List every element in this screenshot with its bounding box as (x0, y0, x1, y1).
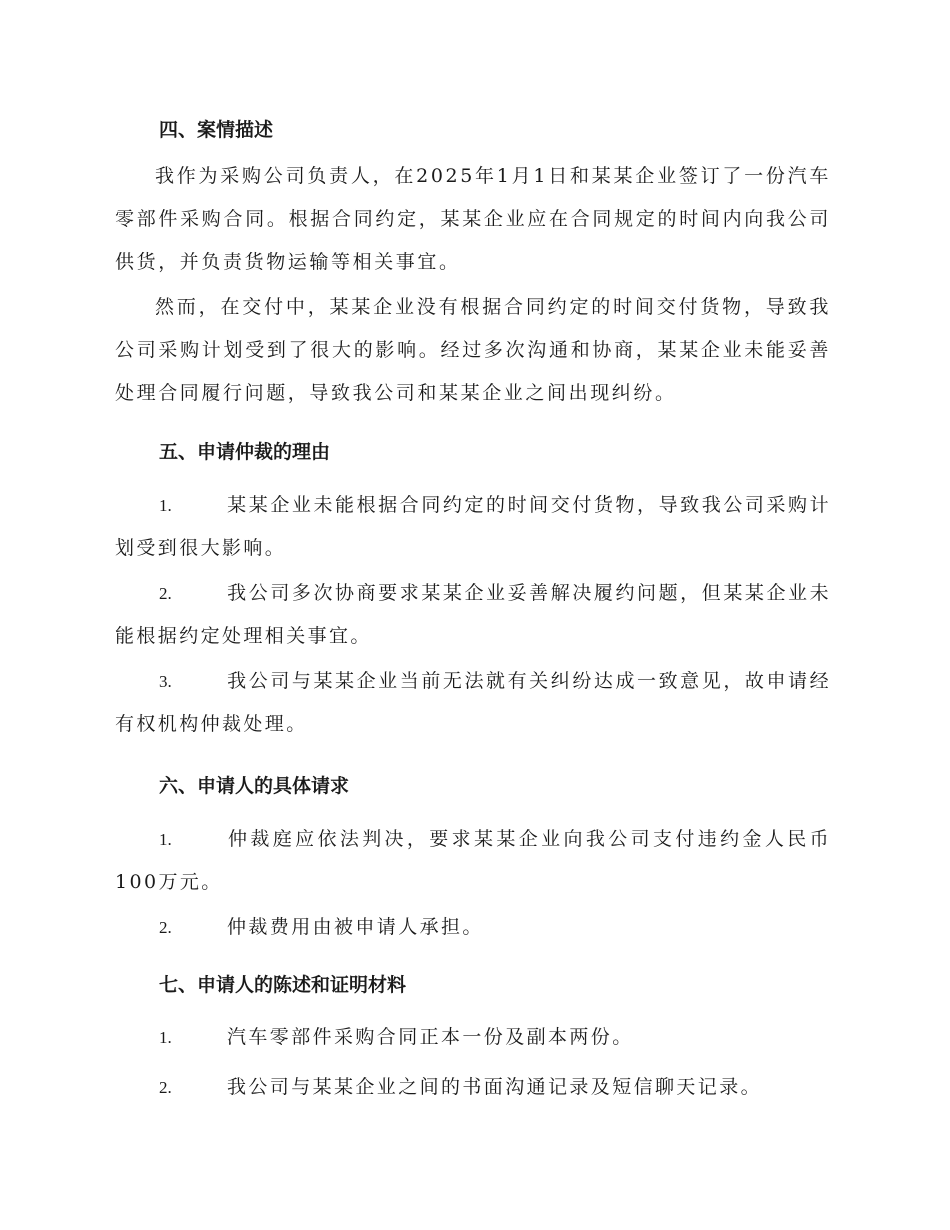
list-text: 我公司与某某企业之间的书面沟通记录及短信聊天记录。 (227, 1076, 763, 1098)
list-item (115, 906, 831, 949)
list-number: 2. (159, 1078, 172, 1097)
section-6-list (115, 818, 831, 949)
list-text: 汽车零部件采购合同正本一份及副本两份。 (227, 1026, 634, 1048)
list-item (115, 484, 831, 570)
list-text: 我公司多次协商要求某某企业妥善解决履约问题，但某某企业未能根据约定处理相关事宜。 (115, 582, 831, 647)
list-text: 仲裁庭应依法判决，要求某某企业向我公司支付违约金人民币100万元。 (115, 828, 831, 893)
list-item (115, 660, 831, 746)
list-text: 仲裁费用由被申请人承担。 (227, 916, 484, 938)
section-4-body (115, 155, 831, 415)
list-number: 2. (159, 584, 172, 603)
paragraph-case-1: 我作为采购公司负责人，在2025年1月1日和某某企业签订了一份汽车零部件采购合同。根据合同约定，某某企业应在合同规定的时间内向我公司供货，并负责货物运输等相关事宜。 (115, 165, 831, 273)
paragraph-case-2: 然而，在交付中，某某企业没有根据合同约定的时间交付货物，导致我公司采购计划受到了很大的影响。经过多次沟通和协商，某某企业未能妥善处理合同履行问题，导致我公司和某某企业之间出现纠纷。 (115, 296, 831, 404)
list-number: 3. (159, 672, 172, 691)
list-number: 1. (159, 1028, 172, 1047)
list-number: 1. (159, 830, 172, 849)
section-heading-7: 七、申请人的陈述和证明材料 (159, 974, 407, 996)
section-heading-4: 四、案情描述 (159, 119, 274, 141)
section-7-list (115, 1016, 831, 1109)
list-item (115, 1066, 831, 1109)
list-item (115, 818, 831, 904)
list-text: 某某企业未能根据合同约定的时间交付货物，导致我公司采购计划受到很大影响。 (115, 494, 831, 559)
list-number: 1. (159, 496, 172, 515)
list-item (115, 572, 831, 658)
section-heading-6: 六、申请人的具体请求 (159, 775, 350, 797)
section-5-list (115, 484, 831, 746)
list-number: 2. (159, 918, 172, 937)
section-heading-5: 五、申请仲裁的理由 (159, 441, 331, 463)
list-text: 我公司与某某企业当前无法就有关纠纷达成一致意见，故申请经有权机构仲裁处理。 (115, 670, 831, 735)
list-item (115, 1016, 831, 1059)
